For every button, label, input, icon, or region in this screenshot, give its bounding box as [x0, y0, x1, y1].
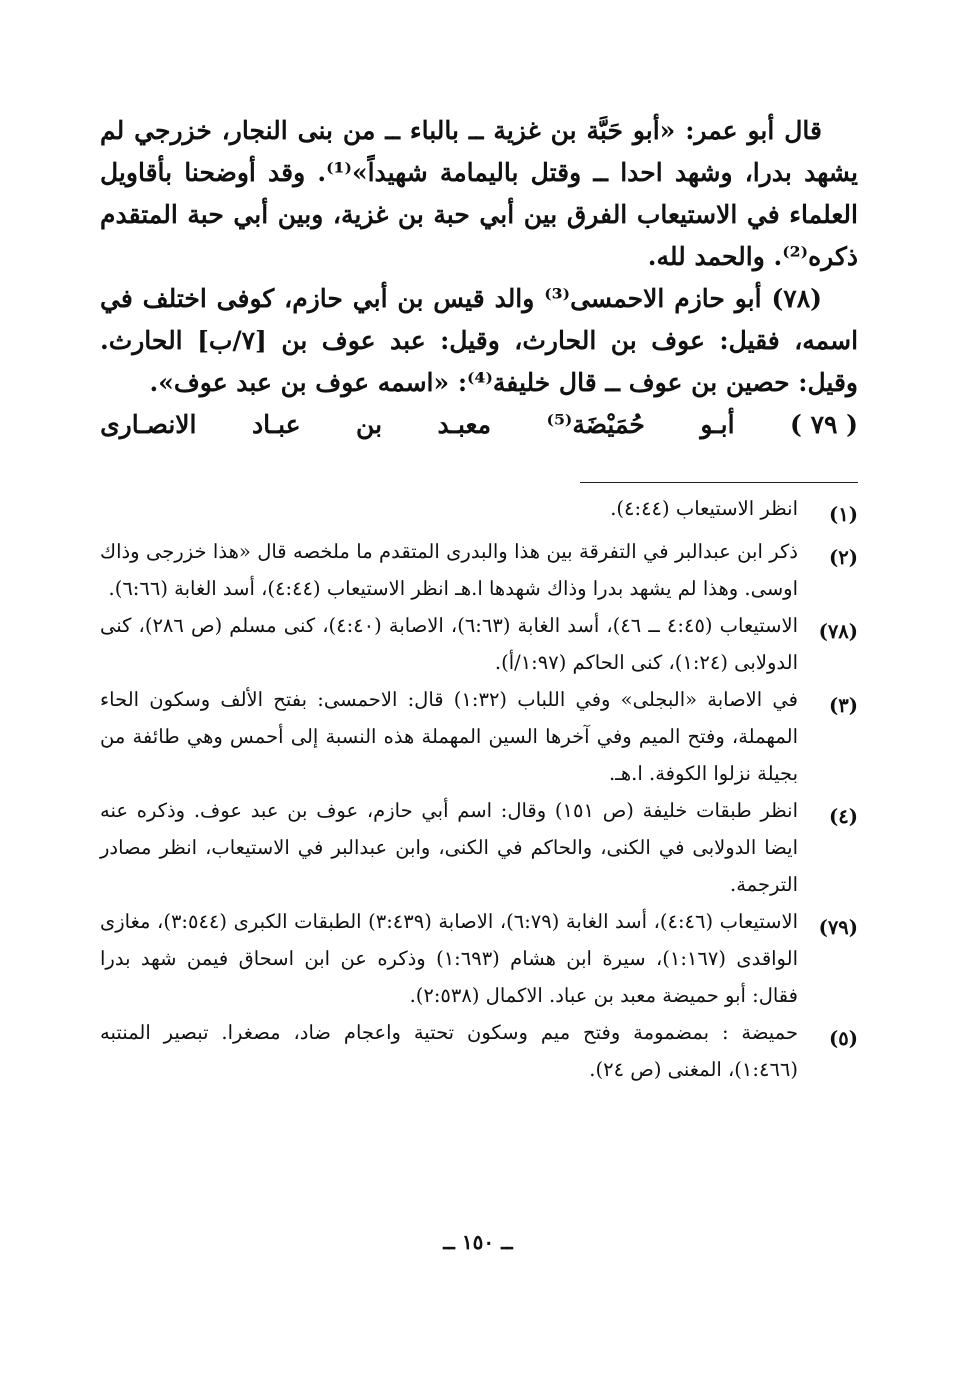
- footnote: [100, 533, 858, 607]
- footnote-text: انظر الاستيعاب (٤:٤٤).: [610, 497, 798, 520]
- entry-79-word: حُمَيْضَة⁽⁵⁾: [546, 410, 645, 439]
- entry-79-word: عبـاد: [252, 410, 301, 439]
- footnote-number: (٢): [829, 546, 858, 569]
- footnote: [100, 903, 858, 1014]
- footnote-number: (٤): [829, 805, 858, 828]
- footnote-text: انظر طبقات خليفة (ص ١٥١) وقال: اسم أبي حازم، عوف بن عبد عوف. وذكره عنه ايضا الدولابى في الكنى، والحاكم في الكنى، وابن عبدالبر في الاستيعاب، انظر مصادر الترجمة.: [100, 799, 799, 896]
- main-text: [100, 110, 858, 446]
- entry-79-number: ( ٧٩ ): [790, 410, 858, 439]
- footnote-number: (٣): [829, 694, 858, 717]
- footnote: [100, 792, 858, 903]
- footnote-number: (٧٩): [818, 916, 858, 939]
- entry-79-word: بن: [356, 410, 383, 439]
- footnote-divider: [580, 482, 858, 483]
- footnote-number: (١): [829, 503, 858, 526]
- footnote: [100, 607, 858, 681]
- footnote-text: حميضة : بمضمومة وفتح ميم وسكون تحتية واعجام ضاد، مصغرا. تبصير المنتبه (١:٤٦٦)، المغنى (ص ٢٤).: [100, 1021, 798, 1081]
- entry-79-word: أبـو: [700, 410, 735, 439]
- footnote-text: الاستيعاب (٤:٤٥ ــ ٤٦)، أسد الغابة (٦:٦٣)، الاصابة (٤:٤٠)، كنى مسلم (ص ٢٨٦)، كنى الدولابى (١:٢٤)، كنى الحاكم (١:٩٧/أ).: [100, 614, 799, 674]
- footnote: [100, 681, 858, 792]
- footnote-text: في الاصابة «البجلى» وفي اللباب (١:٣٢) قال: الاحمسى: بفتح الألف وسكون الحاء المهملة، وفتح الميم وفي آخرها السين المهملة هذه النسبة إلى أحمس وهي طائفة من بجيلة نزلوا الكوفة. ا.هـ.: [100, 688, 799, 785]
- paragraph-abu-habba: قال أبو عمر: «أبو حَبَّة بن غزية ــ بالباء ــ من بنى النجار، خزرجي لم يشهد بدرا، وشهد احدا ــ وقتل باليمامة شهيداً»⁽¹⁾. وقد أوضحنا بأقاويل العلماء في الاستيعاب الفرق بين أبي حبة بن غزية، وبين أبي حبة المتقدم ذكره⁽²⁾. والحمد لله.: [100, 116, 858, 271]
- entry-79-word: معبـد: [437, 410, 491, 439]
- footnote: [100, 490, 858, 533]
- footnote: [100, 1014, 858, 1088]
- footnote-number: (٥): [829, 1027, 858, 1050]
- entry-79-heading: [100, 404, 858, 446]
- entry-79-word: الانصـارى: [100, 410, 197, 439]
- footnote-text: الاستيعاب (٤:٤٦)، أسد الغابة (٦:٧٩)، الاصابة (٣:٤٣٩) الطبقات الكبرى (٣:٥٤٤)، مغازى الواقدى (١:١٦٧)، سيرة ابن هشام (١:٦٩٣) وذكره عن ابن اسحاق فيمن شهد بدرا فقال: أبو حميضة معبد بن عباد. الاكمال (٢:٥٣٨).: [100, 910, 799, 1007]
- footnote-text: ذكر ابن عبدالبر في التفرقة بين هذا والبدرى المتقدم ما ملخصه قال «هذا خزرجى وذاك اوسى. وهذا لم يشهد بدرا وذاك شهدها ا.هـ انظر الاستيعاب (٤:٤٤)، أسد الغابة (٦:٦٦).: [100, 540, 798, 600]
- page-number: ــ ١٥٠ ــ: [443, 1230, 513, 1254]
- footnote-number: (٧٨): [818, 620, 858, 643]
- paragraph-entry-78: (٧٨) أبو حازم الاحمسى⁽³⁾ والد قيس بن أبي حازم، كوفى اختلف في اسمه، فقيل: عوف بن الحارث، وقيل: عبد عوف بن [٧/ب] الحارث. وقيل: حصين بن عوف ــ قال خليفة⁽⁴⁾: «اسمه عوف بن عبد عوف».: [100, 284, 859, 397]
- footnotes: [100, 490, 858, 1088]
